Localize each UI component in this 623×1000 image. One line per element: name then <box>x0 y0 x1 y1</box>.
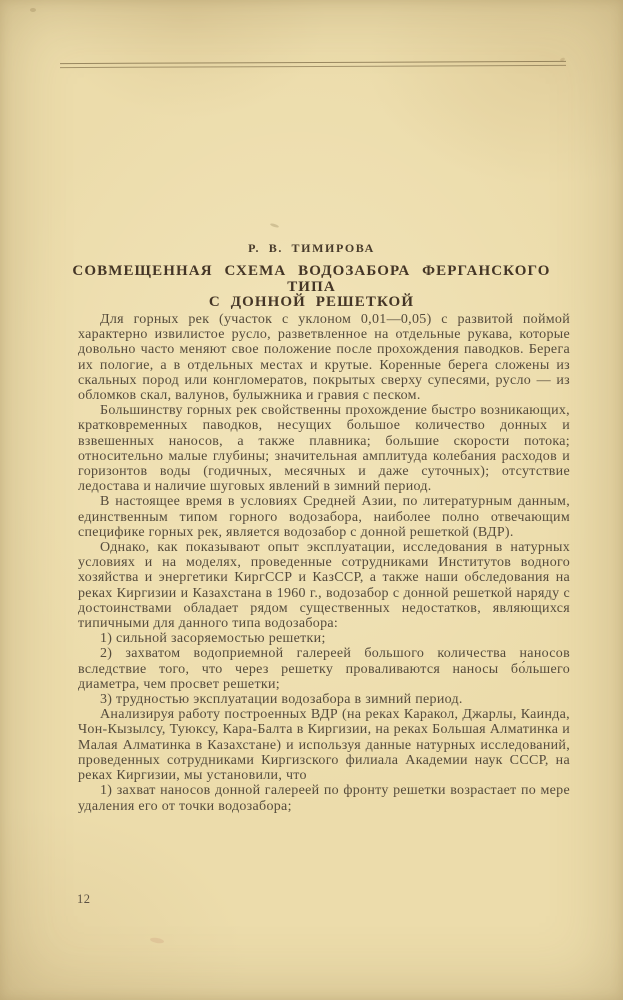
paragraph: Анализируя работу построенных ВДР (на реках Каракол, Джарлы, Каинда, Чон-Кызылсу, Туюксу, Кара-Балта в Киргизии, на реках Большая Алматинка и Малая Алматинка в Казахстане) и используя данные натурных исследований, проведенных сотрудниками Киргизского филиала Академии наук СССР, на реках Киргизии, мы установили, что <box>78 707 570 784</box>
article-title-line1: СОВМЕЩЕННАЯ СХЕМА ВОДОЗАБОРА ФЕРГАНСКОГО ТИПА <box>72 263 551 295</box>
list-item: 2) захватом водоприемной галереей большого количества наносов вследствие того, что через решетку проваливаются наносы бо́льшего диаметра, чем просвет решетки; <box>78 646 570 692</box>
paragraph: Однако, как показывают опыт эксплуатации, исследования в натурных условиях и на моделях, проведенные сотрудниками Институтов водного хозяйства и энергетики КиргССР и КазССР, а также наши обследования на реках Киргизии и Казахстана в 1960 г., водозабор с донной решеткой наряду с достоинствами обладает рядом существенных недостатков, являющихся типичными для данного типа водозабора: <box>78 540 570 632</box>
article-title-line2: С ДОННОЙ РЕШЕТКОЙ <box>208 294 415 310</box>
paper-speck <box>150 937 165 944</box>
paragraph: Большинству горных рек свойственны прохождение быстро возникающих, кратковременных паводков, несущих большое количество донных и взвешенных наносов, а также плавника; большие скорости потока; относительно малые глубины; значительная амплитуда колебания расходов и горизонтов воды (годичных, месячных и даже суточных); отсутствие ледостава и наличие шуговых явлений в зимний период. <box>78 403 570 495</box>
header-rule <box>60 61 566 68</box>
paper-speck <box>270 223 279 229</box>
paragraph: Для горных рек (участок с уклоном 0,01—0,05) с развитой поймой характерно извилистое русло, разветвленное на отдельные рукава, которые довольно часто меняют свое положение после прохождения паводков. Берега их пологие, а в отдельных местах и крутые. Коренные берега сложены из скальных пород или конгломератов, покрытых сверху супесями, русло — из обломков скал, валунов, булыжника и гравия с песком. <box>78 312 570 404</box>
paragraph: В настоящее время в условиях Средней Азии, по литературным данным, единственным типом горного водозабора, наиболее полно отвечающим специфике горных рек, является водозабор с донной решеткой (ВДР). <box>78 494 570 540</box>
article-title <box>63 264 560 311</box>
article-body <box>78 312 570 814</box>
list-item: 1) сильной засоряемостью решетки; <box>100 631 326 647</box>
paper-speck <box>30 8 36 12</box>
author-name: Р. В. ТИМИРОВА <box>248 241 375 255</box>
list-item: 1) захват наносов донной галереей по фронту решетки возрастает по мере удаления его от точки водозабора; <box>78 783 570 814</box>
page-number: 12 <box>77 892 91 906</box>
list-item: 3) трудностью эксплуатации водозабора в зимний период. <box>100 692 463 708</box>
